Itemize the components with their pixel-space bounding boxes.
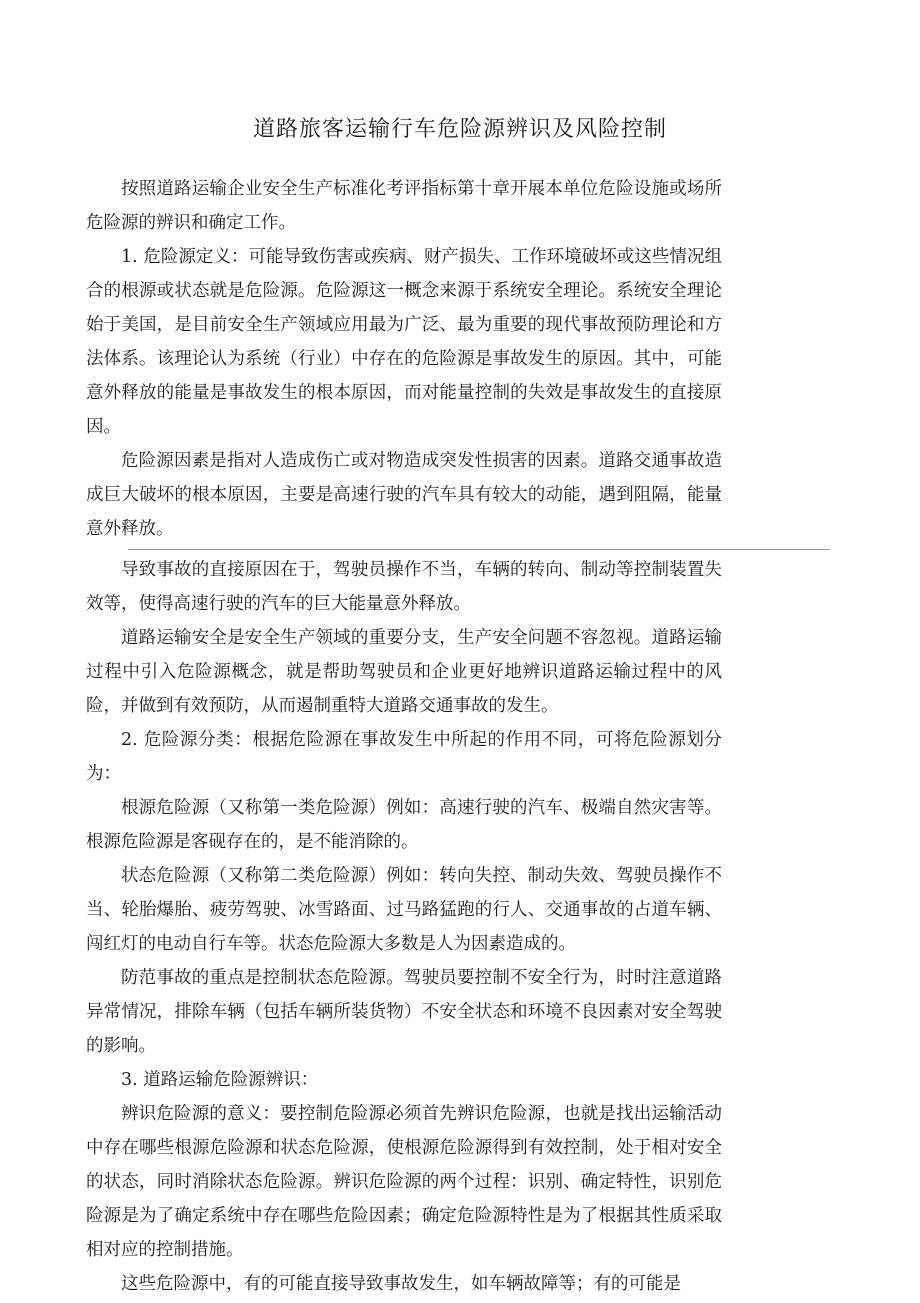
horizontal-divider [128,549,830,550]
paragraph-root-hazard: 根源危险源（又称第一类危险源）例如：高速行驶的汽车、极端自然灾害等。根源危险源是客砚存在的，是不能消除的。 [86,798,722,852]
paragraph-hazard-factor: 危险源因素是指对人造成伤亡或对物造成突发性损害的因素。道路交通事故造成巨大破坏的根本原因，主要是高速行驶的汽车具有较大的动能，遇到阻隔，能量意外释放。 [86,451,722,539]
paragraph-state-hazard: 状态危险源（又称第二类危险源）例如：转向失控、制动失效、驾驶员操作不当、轮胎爆胎、疲劳驾驶、冰雪路面、过马路猛跑的行人、交通事故的占道车辆、闯红灯的电动自行车等。状态危险源大多数是人为因素造成的。 [86,866,722,954]
document-body [86,172,722,1301]
paragraph-road-safety: 道路运输安全是安全生产领域的重要分支，生产安全问题不容忽视。道路运输过程中引入危险源概念，就是帮助驾驶员和企业更好地辨识道路运输过程中的风险，并做到有效预防，从而遏制重特大道路交通事故的发生。 [86,628,722,716]
paragraph-definition: 1. 危险源定义：可能导致伤害或疾病、财产损失、工作环境破坏或这些情况组合的根源或状态就是危险源。危险源这一概念来源于系统安全理论。系统安全理论始于美国，是目前安全生产领域应用最为广泛、最为重要的现代事故预防理论和方法体系。该理论认为系统（行业）中存在的危险源是事故发生的原因。其中，可能意外释放的能量是事故发生的根本原因，而对能量控制的失效是事故发生的直接原因。 [86,247,722,437]
paragraph-prevention: 防范事故的重点是控制状态危险源。驾驶员要控制不安全行为，时时注意道路异常情况，排除车辆（包括车辆所装货物）不安全状态和环境不良因素对安全驾驶的影响。 [86,968,722,1056]
paragraph-identification-heading: 3. 道路运输危险源辨识： [121,1070,319,1090]
document-title: 道路旅客运输行车危险源辨识及风险控制 [252,117,667,142]
paragraph-direct-cause: 导致事故的直接原因在于，驾驶员操作不当，车辆的转向、制动等控制装置失效等，使得高速行驶的汽车的巨大能量意外释放。 [86,560,722,614]
paragraph-classification: 2. 危险源分类：根据危险源在事故发生中所起的作用不同，可将危险源划分为： [86,730,722,784]
paragraph-intro: 按照道路运输企业安全生产标准化考评指标第十章开展本单位危险设施或场所危险源的辨识和确定工作。 [86,179,722,233]
paragraph-continuation: 这些危险源中，有的可能直接导致事故发生，如车辆故障等；有的可能是 [121,1274,681,1294]
paragraph-identification-meaning: 辨识危险源的意义：要控制危险源必须首先辨识危险源，也就是找出运输活动中存在哪些根源危险源和状态危险源，使根源危险源得到有效控制，处于相对安全的状态，同时消除状态危险源。辨识危险源的两个过程：识别、确定特性，识别危险源是为了确定系统中存在哪些危险因素；确定危险源特性是为了根据其性质采取相对应的控制措施。 [86,1104,722,1260]
